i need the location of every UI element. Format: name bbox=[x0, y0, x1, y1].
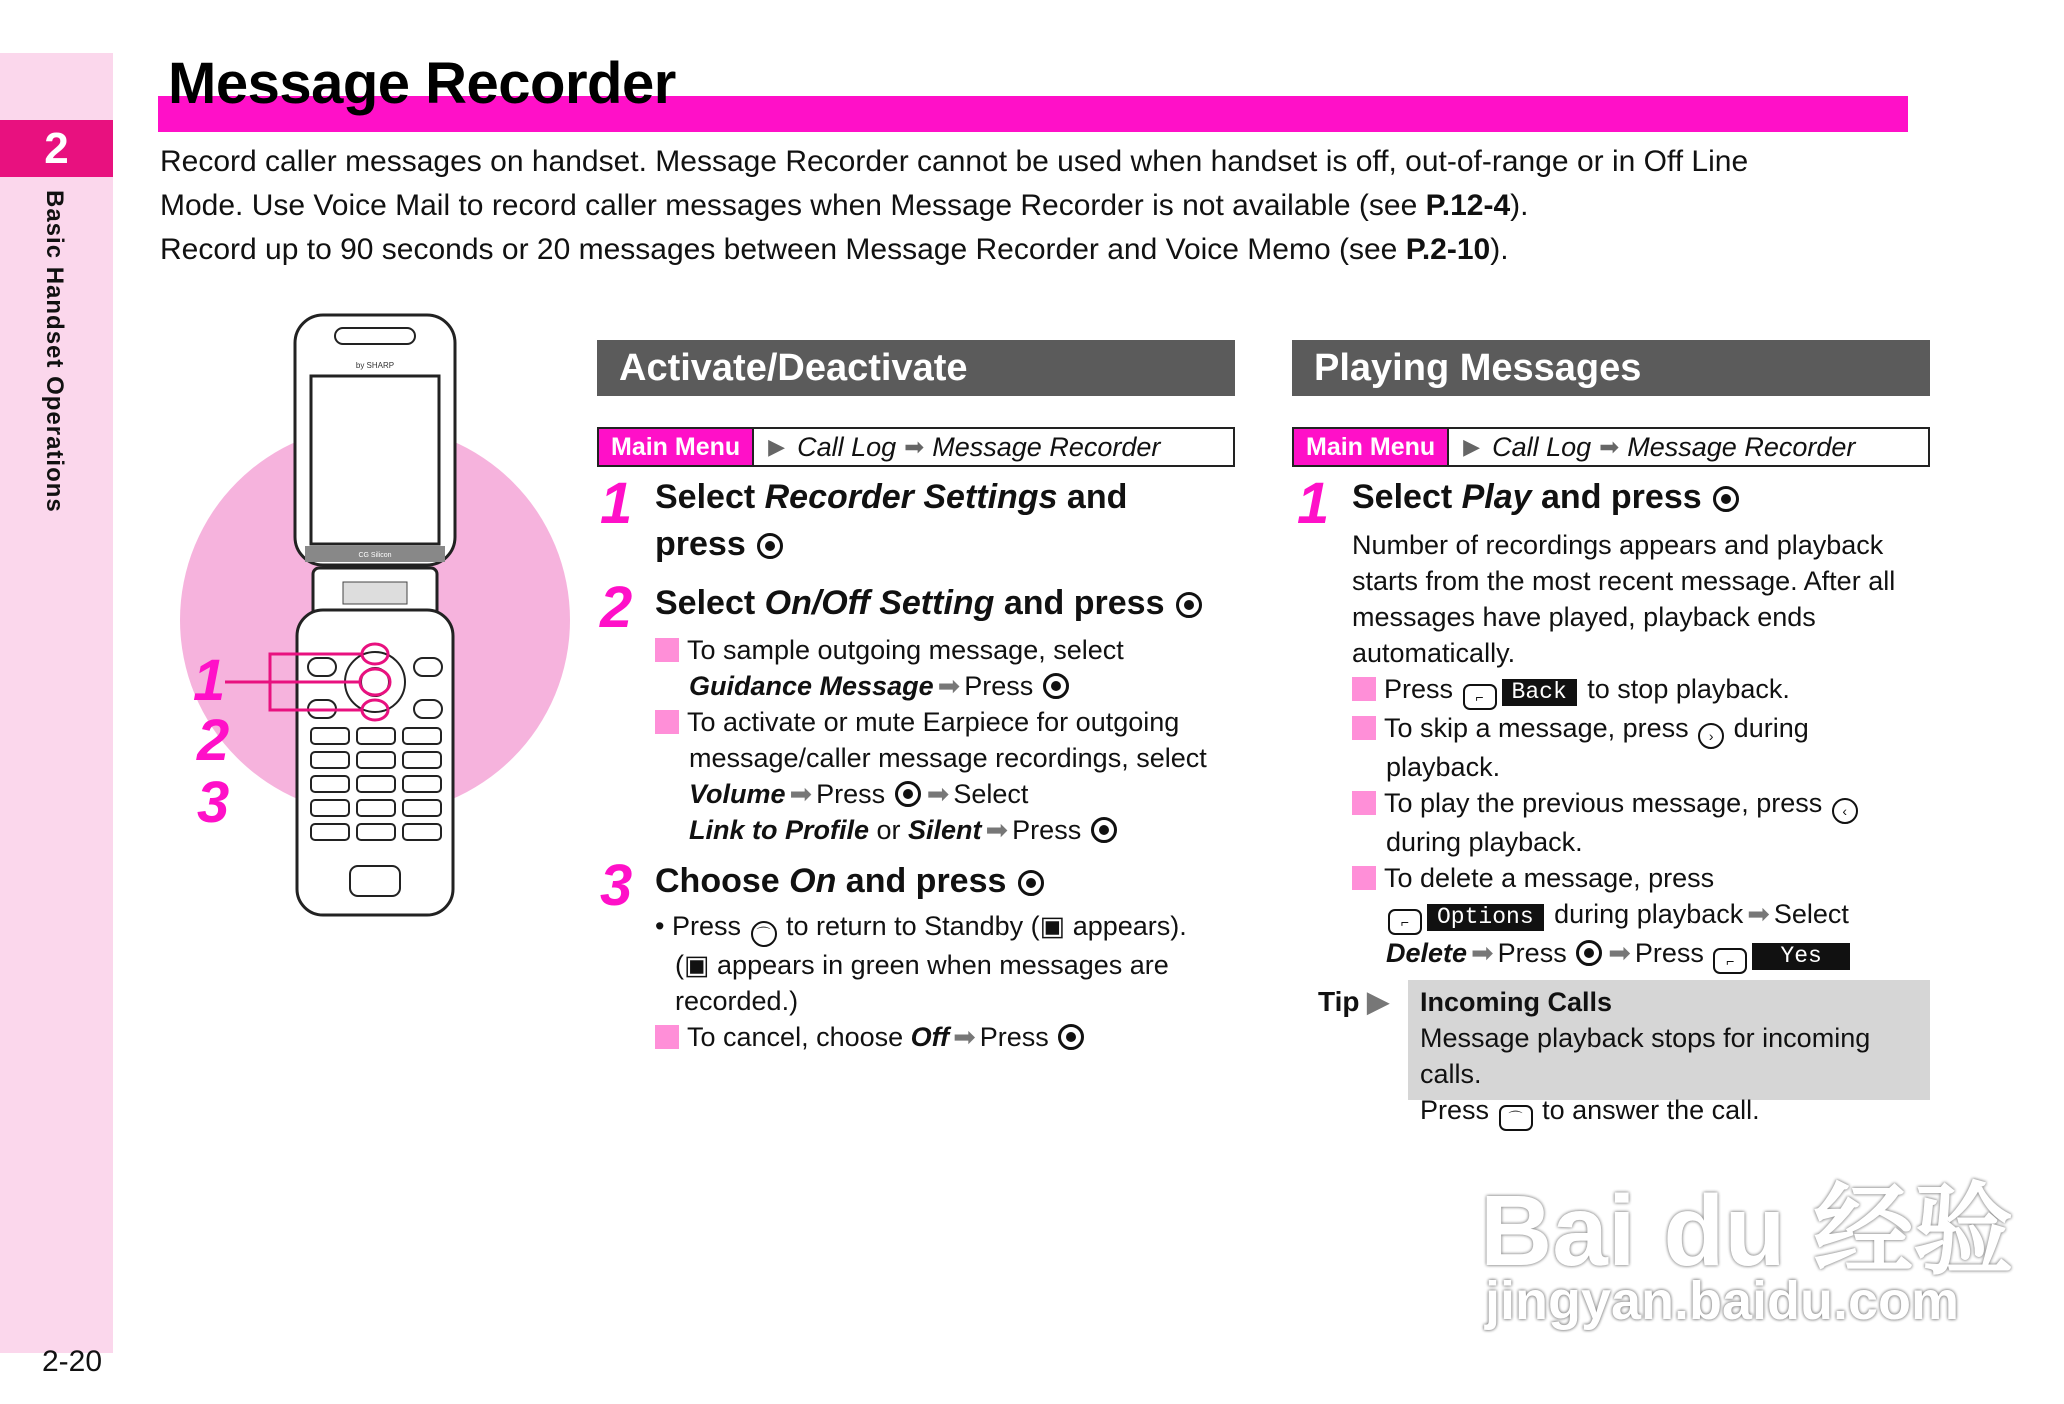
step-title bbox=[655, 858, 1245, 905]
note-text: Press bbox=[1012, 815, 1082, 845]
intro-line-3-end: ). bbox=[1490, 233, 1509, 266]
step-3-notes: • Press ⌒ to return to Standby (▣ appears). (▣ appears in green when messages are recorded.) To cancel, choose Off ➡ Press bbox=[655, 908, 1255, 1055]
note-text: Select bbox=[1773, 899, 1849, 929]
step-text: and press bbox=[836, 862, 1007, 900]
note-menu-item: Delete bbox=[1386, 938, 1468, 968]
step-text: Select bbox=[655, 584, 765, 622]
intro-line-2-end: ). bbox=[1510, 189, 1529, 222]
step-text: Select bbox=[655, 478, 765, 516]
note-text: Press bbox=[1634, 938, 1704, 968]
main-menu-label: Main Menu bbox=[1294, 429, 1449, 465]
desc-text: messages have played, playback ends bbox=[1352, 602, 1816, 632]
intro-line-1: Record caller messages on handset. Message Recorder cannot be used when handset is off, out-of-range or in Off Line bbox=[160, 145, 1749, 178]
step-number: 1 bbox=[1297, 471, 1330, 536]
page-number: 2-20 bbox=[42, 1345, 103, 1378]
center-key-icon bbox=[1576, 940, 1602, 966]
note-text: ( bbox=[675, 950, 684, 980]
note-text: recorded.) bbox=[675, 986, 799, 1016]
tip-title: Incoming Calls bbox=[1420, 987, 1613, 1017]
center-key-icon bbox=[1176, 592, 1202, 618]
crumb-item: Message Recorder bbox=[1627, 431, 1856, 462]
step-title bbox=[655, 580, 1245, 627]
softkey-options: Options bbox=[1427, 904, 1544, 931]
note-text: Select bbox=[953, 779, 1029, 809]
note-text: To activate or mute Earpiece for outgoing bbox=[687, 707, 1180, 737]
note-text: Press bbox=[1384, 674, 1454, 704]
note-menu-item: Volume bbox=[689, 779, 786, 809]
note-menu-item: Off bbox=[910, 1022, 950, 1052]
bullet-icon bbox=[1352, 866, 1376, 890]
note-text: playback. bbox=[1386, 752, 1501, 782]
intro-ref-link[interactable]: P.12-4 bbox=[1425, 189, 1511, 222]
bullet-icon bbox=[1352, 677, 1376, 701]
tip-text: Press bbox=[1420, 1095, 1490, 1125]
tip-label bbox=[1318, 985, 1389, 1018]
note-text: appears in green when messages are bbox=[717, 950, 1169, 980]
bullet-icon bbox=[1352, 716, 1376, 740]
note-text: Press bbox=[816, 779, 886, 809]
callout-2: 2 bbox=[197, 708, 230, 773]
step-title bbox=[1352, 474, 1932, 521]
center-key-icon bbox=[1043, 673, 1069, 699]
callout-1: 1 bbox=[193, 648, 226, 713]
intro-line-3: Record up to 90 seconds or 20 messages between Message Recorder and Voice Memo (see bbox=[160, 233, 1406, 266]
step-text: Choose bbox=[655, 862, 790, 900]
watermark-brand: Bai du 经验 bbox=[1480, 1175, 2014, 1287]
note-text: during playback bbox=[1554, 899, 1744, 929]
tip-box bbox=[1408, 980, 1930, 1126]
intro-text bbox=[160, 140, 1920, 272]
play-arrow-icon: ▶ bbox=[1367, 986, 1389, 1017]
note-text: Press bbox=[979, 1022, 1049, 1052]
note-text: To play the previous message, press bbox=[1384, 788, 1823, 818]
step-menu-item: Recorder Settings bbox=[764, 478, 1058, 516]
note-text: Press bbox=[1497, 938, 1567, 968]
step-title bbox=[655, 474, 1245, 568]
step-text: and press bbox=[1531, 478, 1702, 516]
menu-path-playing bbox=[1292, 427, 1930, 467]
tip-text: to answer the call. bbox=[1542, 1095, 1760, 1125]
options-key-icon: ⌐ bbox=[1713, 948, 1747, 974]
bullet-icon bbox=[655, 1025, 679, 1049]
step-text: and press bbox=[994, 584, 1165, 622]
step-menu-item: On bbox=[789, 862, 837, 900]
arrow-right-icon: ➡ bbox=[904, 433, 925, 461]
note-text: To cancel, choose bbox=[687, 1022, 911, 1052]
center-key-icon bbox=[1091, 817, 1117, 843]
crumb-item: Call Log bbox=[1492, 431, 1592, 462]
softkey-back: Back bbox=[1502, 679, 1577, 706]
chapter-number: 2 bbox=[0, 120, 113, 177]
desc-text: Number of recordings appears and playback bbox=[1352, 530, 1884, 560]
arrow-right-icon: ➡ bbox=[1599, 433, 1620, 461]
callout-3: 3 bbox=[197, 770, 230, 835]
chapter-title: Basic Handset Operations bbox=[41, 190, 68, 513]
recorder-status-icon: ▣ bbox=[1039, 911, 1066, 941]
recorder-message-icon: ▣ bbox=[684, 950, 710, 980]
arrow-right-icon: ➡ bbox=[789, 779, 813, 809]
arrow-right-icon: ➡ bbox=[937, 671, 961, 701]
intro-line-2: Mode. Use Voice Mail to record caller messages when Message Recorder is not available (see bbox=[160, 189, 1426, 222]
bullet-icon bbox=[655, 710, 679, 734]
step-number: 3 bbox=[600, 853, 633, 918]
center-key-icon bbox=[1018, 870, 1044, 896]
phone-brand: by SHARP bbox=[355, 361, 395, 370]
note-text: or bbox=[869, 815, 909, 845]
step-2-notes bbox=[655, 632, 1255, 848]
play-arrow-icon: ▶ bbox=[1463, 434, 1481, 459]
note-text: to return to Standby ( bbox=[786, 911, 1040, 941]
note-text: Press bbox=[964, 671, 1034, 701]
nav-right-key-icon: › bbox=[1698, 723, 1724, 749]
phone-camera-label: CG Silicon bbox=[358, 552, 392, 559]
playing-notes bbox=[1352, 527, 1942, 974]
note-menu-item: Link to Profile bbox=[689, 815, 870, 845]
tip-label-text: Tip bbox=[1318, 986, 1360, 1017]
arrow-right-icon: ➡ bbox=[926, 779, 950, 809]
softkey-yes: Yes bbox=[1752, 943, 1849, 970]
step-menu-item: On/Off Setting bbox=[764, 584, 995, 622]
tip-text: Message playback stops for incoming calls. bbox=[1420, 1023, 1871, 1089]
desc-text: starts from the most recent message. After all bbox=[1352, 566, 1896, 596]
step-text: and bbox=[1057, 478, 1128, 516]
arrow-right-icon: ➡ bbox=[1471, 938, 1494, 968]
step-number: 2 bbox=[600, 575, 633, 640]
note-text: during playback. bbox=[1386, 827, 1583, 857]
menu-path-activate bbox=[597, 427, 1235, 467]
section-heading-activate: Activate/Deactivate bbox=[597, 340, 1235, 396]
crumb-item: Call Log bbox=[797, 431, 897, 462]
main-menu-label: Main Menu bbox=[599, 429, 754, 465]
desc-text: automatically. bbox=[1352, 638, 1516, 668]
note-text: during bbox=[1733, 713, 1809, 743]
note-text: appears). bbox=[1072, 911, 1187, 941]
nav-left-key-icon: ‹ bbox=[1832, 798, 1858, 824]
center-key-icon bbox=[1713, 486, 1739, 512]
center-key-icon bbox=[1058, 1024, 1084, 1050]
section-heading-playing: Playing Messages bbox=[1292, 340, 1930, 396]
center-key-icon bbox=[895, 781, 921, 807]
call-key-icon: ⌒ bbox=[1499, 1105, 1533, 1131]
watermark-url: jingyan.baidu.com bbox=[1485, 1271, 1960, 1331]
clear-key-icon: ⌐ bbox=[1463, 684, 1497, 710]
arrow-right-icon: ➡ bbox=[1608, 938, 1631, 968]
arrow-right-icon: ➡ bbox=[953, 1022, 976, 1052]
note-text: message/caller message recordings, select bbox=[689, 743, 1207, 773]
arrow-right-icon: ➡ bbox=[1747, 899, 1770, 929]
crumb-item: Message Recorder bbox=[932, 431, 1161, 462]
step-number: 1 bbox=[600, 471, 633, 536]
phone-illustration bbox=[175, 310, 595, 930]
note-menu-item: Guidance Message bbox=[689, 671, 934, 701]
note-text: To skip a message, press bbox=[1384, 713, 1689, 743]
play-arrow-icon: ▶ bbox=[768, 434, 786, 459]
intro-ref-link[interactable]: P.2-10 bbox=[1405, 233, 1491, 266]
step-menu-item: Play bbox=[1461, 478, 1532, 516]
page-title: Message Recorder bbox=[168, 51, 676, 116]
bullet-icon bbox=[1352, 791, 1376, 815]
step-text: Select bbox=[1352, 478, 1462, 516]
note-text: to stop playback. bbox=[1587, 674, 1790, 704]
step-text: press bbox=[655, 525, 746, 563]
bullet-icon bbox=[655, 638, 679, 662]
note-menu-item: Silent bbox=[908, 815, 982, 845]
note-text: To sample outgoing message, select bbox=[687, 635, 1124, 665]
arrow-right-icon: ➡ bbox=[985, 815, 1009, 845]
end-key-icon: ⌒ bbox=[751, 921, 777, 947]
center-key-icon bbox=[757, 533, 783, 559]
note-text: Press bbox=[671, 911, 741, 941]
options-key-icon: ⌐ bbox=[1388, 909, 1422, 935]
note-text: To delete a message, press bbox=[1384, 863, 1715, 893]
